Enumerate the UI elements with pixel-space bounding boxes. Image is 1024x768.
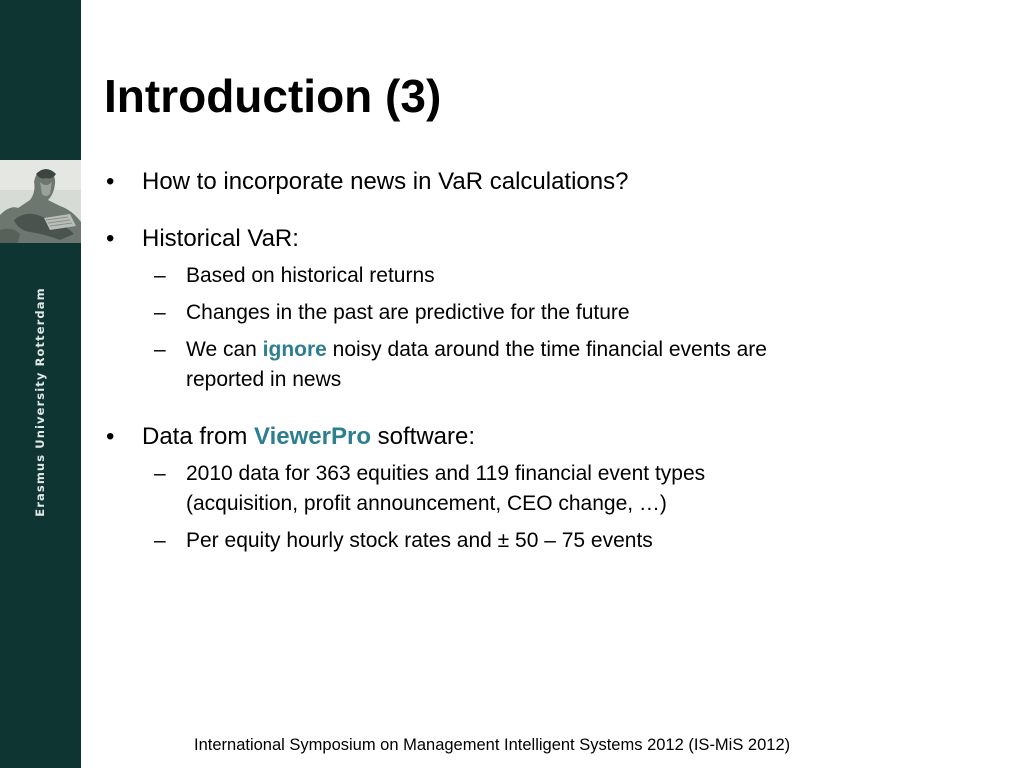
dash-symbol: –: [154, 529, 166, 552]
sub-bullet-text: Per equity hourly stock rates and ± 50 – 75 events: [186, 529, 653, 552]
bullet-text: Data from: [142, 423, 255, 450]
sub-bullet-text: Based on historical returns: [186, 264, 435, 287]
footer-text: International Symposium on Management Intelligent Systems 2012 (IS-MiS 2012): [194, 736, 791, 754]
highlight-text: ViewerPro: [254, 423, 371, 450]
sub-bullet-line: reported in news: [186, 368, 342, 391]
sub-bullet-line: 2010 data for 363 equities and 119 financial event types: [186, 462, 706, 485]
bullet-item: [104, 166, 924, 198]
sub-bullet-line: (acquisition, profit announcement, CEO change, …): [186, 492, 667, 515]
dash-symbol: –: [154, 462, 166, 485]
sub-bullet-text: Changes in the past are predictive for the future: [186, 301, 630, 324]
sub-bullet-line: [186, 335, 924, 365]
bullet-item: [104, 223, 924, 255]
sub-bullet-item: [104, 298, 924, 328]
bullet-item: [104, 421, 924, 453]
dash-symbol: –: [154, 264, 166, 287]
sub-bullet-item: [104, 459, 924, 519]
sub-bullet-item: [104, 261, 924, 291]
sidebar: [0, 0, 81, 768]
dash-symbol: –: [154, 338, 166, 361]
sub-bullet-item: [104, 526, 924, 556]
slide-title: Introduction (3): [104, 70, 442, 122]
dash-symbol: –: [154, 301, 166, 324]
bullet-text: Historical VaR:: [142, 225, 299, 252]
bullet-symbol: •: [106, 423, 115, 450]
sub-bullet-text: noisy data around the time financial events are: [326, 338, 767, 361]
university-name-vertical: Erasmus University Rotterdam: [33, 287, 47, 517]
bullet-text: How to incorporate news in VaR calculations?: [142, 168, 629, 195]
bullet-symbol: •: [106, 225, 115, 252]
erasmus-statue-image: [0, 160, 81, 243]
bullet-text: software:: [370, 423, 476, 450]
bullet-symbol: •: [106, 168, 115, 195]
slide-content: [104, 166, 924, 556]
sub-bullet-text: We can: [186, 338, 263, 361]
highlight-text: ignore: [262, 338, 327, 361]
sub-bullet-item: [104, 335, 924, 395]
